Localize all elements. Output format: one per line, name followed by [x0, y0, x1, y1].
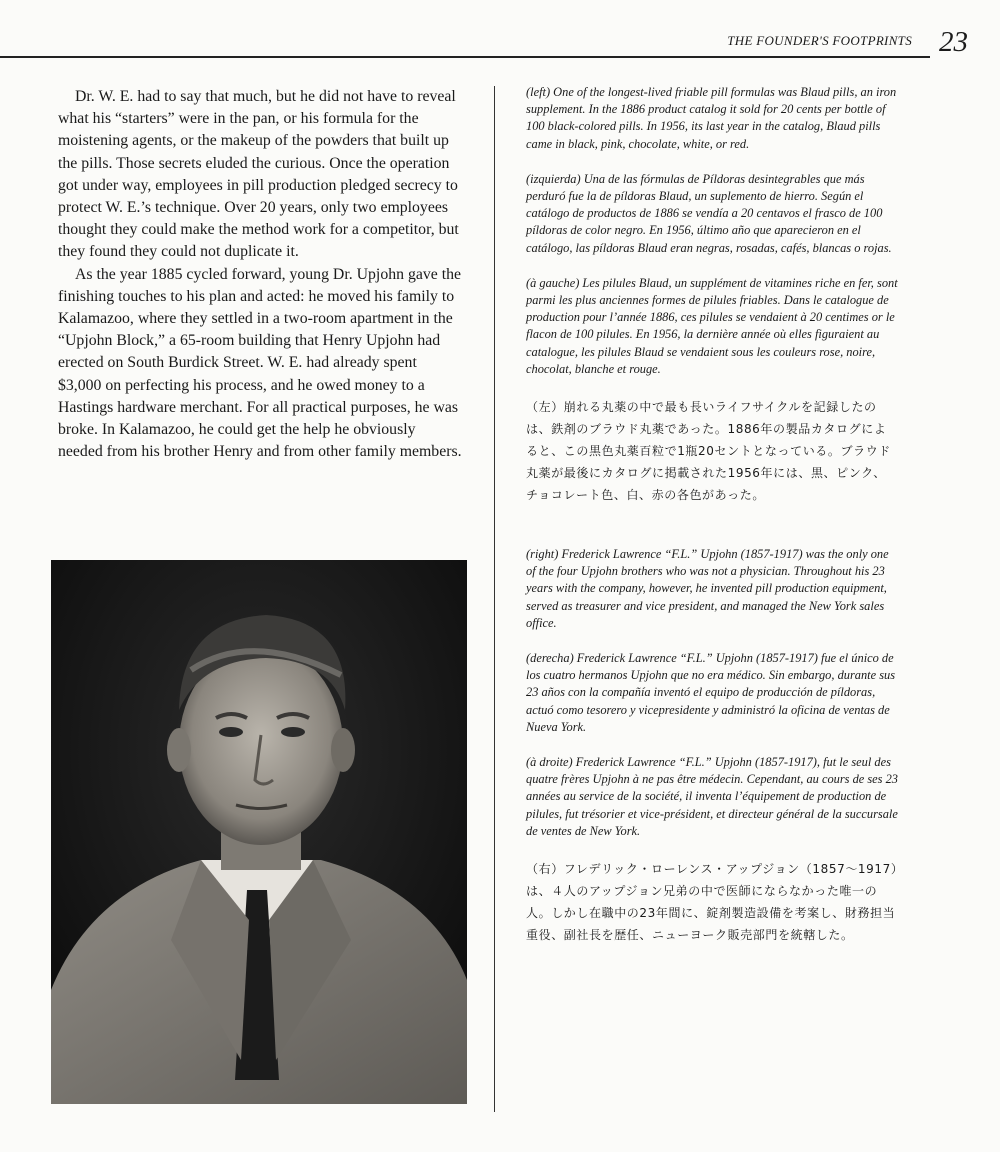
- caption-left-japanese: （左）崩れる丸薬の中で最も長いライフサイクルを記録したのは、鉄剤のブラウド丸薬であった。1886年の製品カタログによると、この黒色丸薬百粒で1瓶20セントとなっている。ブラウド丸薬が最後にカタログに掲載された1956年には、黒、ピンク、チョコレート色、白、赤の各色があった。: [526, 400, 891, 503]
- body-paragraph-1: Dr. W. E. had to say that much, but he did not have to reveal what his “starters” were in the pan, or his formula for the moistening agents, or the makeup of the powders that built up the pills. Those secrets eluded the curious. Once the operation got under way, employees in pill production pledged secrecy to protect W. E.’s technique. Over 20 years, only two employees thought they could make the method work for a competitor, but they found they could not duplicate it.: [58, 88, 459, 261]
- caption-right-japanese: （右）フレデリック・ローレンス・アップジョン（1857～1917）は、４人のアップジョン兄弟の中で医師にならなかった唯一の人。しかし在職中の23年間に、錠剤製造設備を考案し、財務担当重役、副社長を歴任、ニューヨーク販売部門を統轄した。: [526, 862, 898, 943]
- body-text-column: [58, 86, 464, 463]
- running-header: THE FOUNDER'S FOOTPRINTS: [727, 33, 912, 48]
- caption-right-english: (right) Frederick Lawrence “F.L.” Upjohn (1857-1917) was the only one of the four Upjohn brothers who was not a physician. Throughout his 23 years with the company, however, he invented pill production equipment, served as treasurer and vice president, and managed the New York sales office.: [526, 547, 889, 630]
- body-paragraph-2: As the year 1885 cycled forward, young Dr. Upjohn gave the finishing touches to his plan and acted: he moved his family to Kalamazoo, where they settled in a two-room apartment in the “Upjohn Block,” a 65-room building that Henry Upjohn had erected on South Burdick Street. W. E. had already spent $3,000 on perfecting his process, and he owed money to a Hastings hardware merchant. For all practical purposes, he was broke. In Kalamazoo, he could get the help he obviously needed from his brother Henry and from other family members.: [58, 265, 462, 461]
- column-divider: [494, 86, 495, 1112]
- caption-left-english: (left) One of the longest-lived friable pill formulas was Blaud pills, an iron supplement. In the 1886 product catalog it sold for 20 cents per bottle of 100 black-colored pills. In 1956, its last year in the catalog, Blaud pills came in black, pink, chocolate, white, or red.: [526, 85, 897, 151]
- caption-left-french: (à gauche) Les pilules Blaud, un supplément de vitamines riche en fer, sont parmi les plus anciennes formes de pilules friables. Dans le catalogue de production pour l’année 1886, ces pilules se vendaient à 20 centimes or le flacon de 100 pilules. En 1956, la dernière année où elles figuraient au catalogue, les pilules Blaud se vendaient sous les couleurs rose, noire, chocolat, blanche et rouge.: [526, 275, 898, 376]
- portrait-illustration: [51, 560, 467, 1104]
- caption-column: [526, 84, 898, 964]
- page-number: 23: [939, 26, 968, 58]
- caption-right-french: (à droite) Frederick Lawrence “F.L.” Upjohn (1857-1917), fut le seul des quatre frères Upjohn à ne pas être médecin. Cependant, au cours de ses 23 années au service de la société, il inventa l’équipement de production de pilules, fut trésorier et vice-président, et directeur général de la succursale de ventes de New York.: [526, 755, 898, 838]
- portrait-photo: [51, 560, 467, 1104]
- caption-right-spanish: (derecha) Frederick Lawrence “F.L.” Upjohn (1857-1917) fue el único de los cuatro hermanos Upjohn que no era médico. Sin embargo, durante sus 23 años con la compañía inventó el equipo de producción de píldoras, actuó como tesorero y vicepresidente y administró la oficina de ventas de Nueva York.: [526, 651, 896, 734]
- header-rule: [0, 56, 930, 58]
- caption-left-spanish: (izquierda) Una de las fórmulas de Píldoras desintegrables que más perduró fue la de píldoras Blaud, un suplemento de hierro. Según el catálogo de productos de 1886 se vendía a 20 centavos el frasco de 100 píldoras de color negro. En 1956, último año que aparecieron en el catálogo, las píldoras Blaud eran negras, rosadas, cafés, blancas o rojas.: [526, 171, 892, 255]
